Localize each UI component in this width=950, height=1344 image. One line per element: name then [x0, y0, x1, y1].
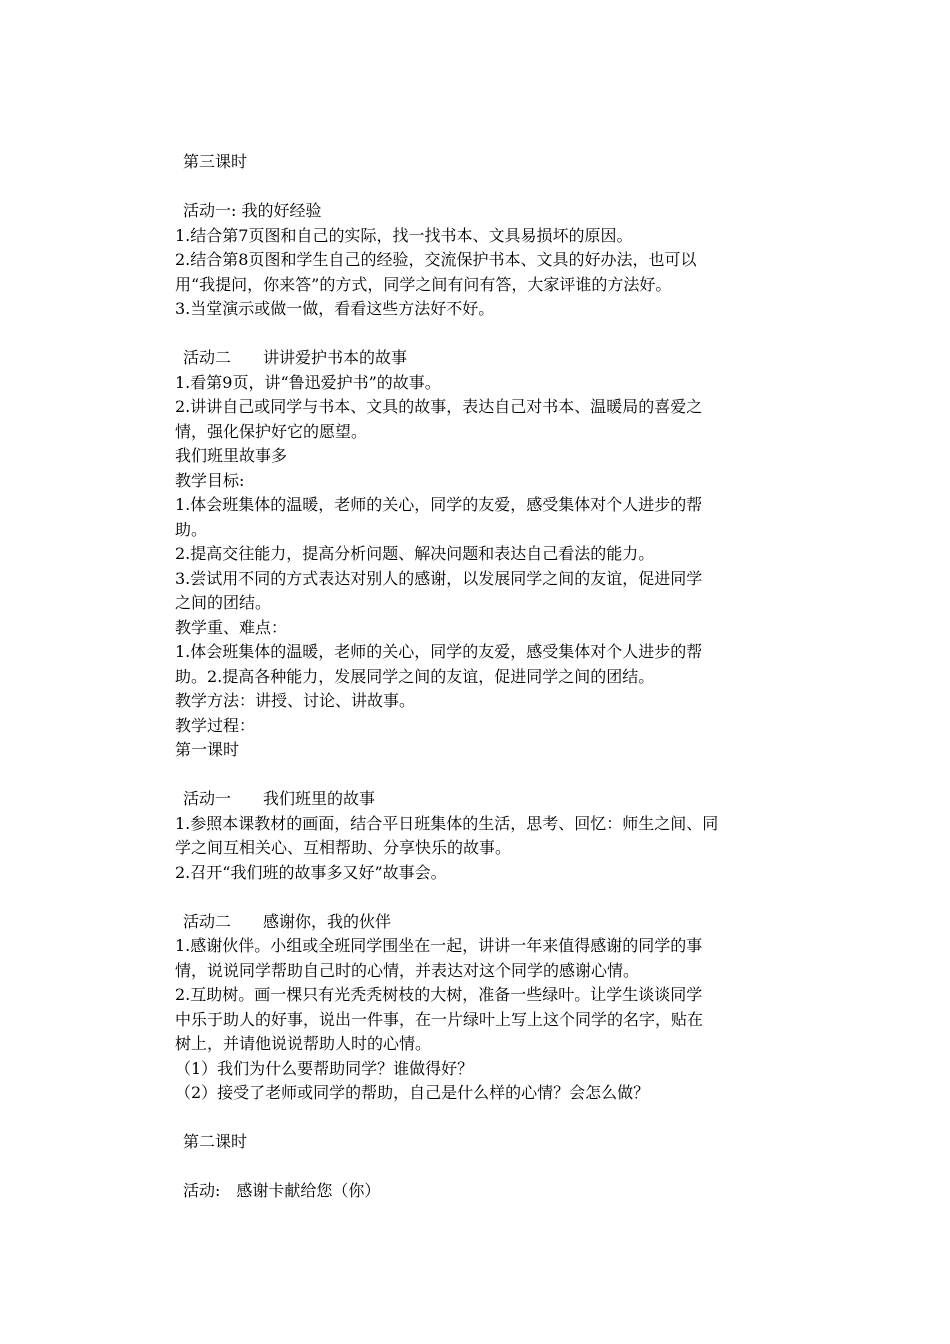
- text-line: 教学目标:: [175, 470, 245, 490]
- text-line: 教学方法：讲授、讨论、讲故事。: [175, 691, 416, 710]
- activity-heading: 活动二 讲讲爱护书本的故事: [183, 348, 408, 367]
- text-line: 助。2.提高各种能力，发展同学之间的友谊，促进同学之间的团结。: [175, 666, 655, 686]
- text-line: 1.体会班集体的温暖，老师的关心，同学的友爱，感受集体对个人进步的帮: [175, 642, 703, 661]
- text-line: 2.互助树。画一棵只有光秃秃树枝的大树，准备一些绿叶。让学生谈谈同学: [175, 985, 703, 1004]
- lesson-title: 我们班里故事多: [175, 446, 288, 465]
- blank-line: [175, 322, 815, 347]
- activity-heading: 活动一: 我的好经验: [183, 201, 322, 220]
- text-line: 2.讲讲自己或同学与书本、文具的故事，表达自己对书本、温暖局的喜爱之: [175, 397, 703, 416]
- section-heading-lesson-3: 第三课时: [183, 152, 248, 171]
- text-line: 2.提高交往能力，提高分析问题、解决问题和表达自己看法的能力。: [175, 544, 655, 563]
- section-heading-lesson-1: 第一课时: [175, 740, 240, 759]
- text-line: 1.参照本课教材的画面，结合平日班集体的生活，思考、回忆：师生之间、同: [175, 813, 719, 833]
- text-line: 教学重、难点：: [175, 617, 288, 637]
- document-page: [175, 150, 815, 1204]
- text-line: 1.结合第7页图和自己的实际，找一找书本、文具易损坏的原因。: [175, 225, 633, 245]
- text-line: 情，强化保护好它的愿望。: [175, 421, 368, 441]
- text-line: 教学过程：: [175, 715, 256, 735]
- blank-line: [175, 175, 815, 200]
- text-line: 情，说说同学帮助自己时的心情，并表达对这个同学的感谢心情。: [175, 960, 640, 980]
- text-line: 3.尝试用不同的方式表达对别人的感谢，以发展同学之间的友谊，促进同学: [175, 568, 703, 588]
- blank-line: [175, 885, 815, 910]
- activity-heading: 活动二 感谢你，我的伙伴: [183, 911, 392, 931]
- blank-line: [175, 1155, 815, 1180]
- text-line: 1.体会班集体的温暖，老师的关心，同学的友爱，感受集体对个人进步的帮: [175, 495, 703, 514]
- text-line: 1.感谢伙伴。小组或全班同学围坐在一起，讲讲一年来值得感谢的同学的事: [175, 936, 703, 955]
- text-line: 1.看第9页，讲“鲁迅爱护书”的故事。: [175, 372, 441, 392]
- text-line: 之间的团结。: [175, 593, 272, 612]
- activity-heading: 活动: 感谢卡献给您（你）: [183, 1181, 381, 1200]
- text-line: （2）接受了老师或同学的帮助，自己是什么样的心情？会怎么做？: [175, 1083, 650, 1102]
- text-line: 学之间互相关心、互相帮助、分享快乐的故事。: [175, 838, 512, 857]
- text-line: 中乐于助人的好事，说出一件事，在一片绿叶上写上这个同学的名字，贴在: [175, 1009, 704, 1029]
- text-line: 助。: [175, 519, 208, 539]
- section-heading-lesson-2: 第二课时: [183, 1132, 248, 1151]
- text-line: （1）我们为什么要帮助同学？谁做得好？: [175, 1058, 474, 1078]
- blank-line: [175, 1106, 815, 1131]
- text-line: 3.当堂演示或做一做，看看这些方法好不好。: [175, 299, 495, 318]
- text-line: 用“我提问，你来答”的方式，同学之间有问有答，大家评谁的方法好。: [175, 274, 672, 294]
- blank-line: [175, 763, 815, 788]
- activity-heading: 活动一 我们班里的故事: [183, 789, 376, 808]
- text-line: 2.召开“我们班的故事多又好”故事会。: [175, 862, 447, 882]
- text-line: 树上，并请他说说帮助人时的心情。: [175, 1034, 432, 1053]
- text-line: 2.结合第8页图和学生自己的经验，交流保护书本、文具的好办法，也可以: [175, 250, 697, 269]
